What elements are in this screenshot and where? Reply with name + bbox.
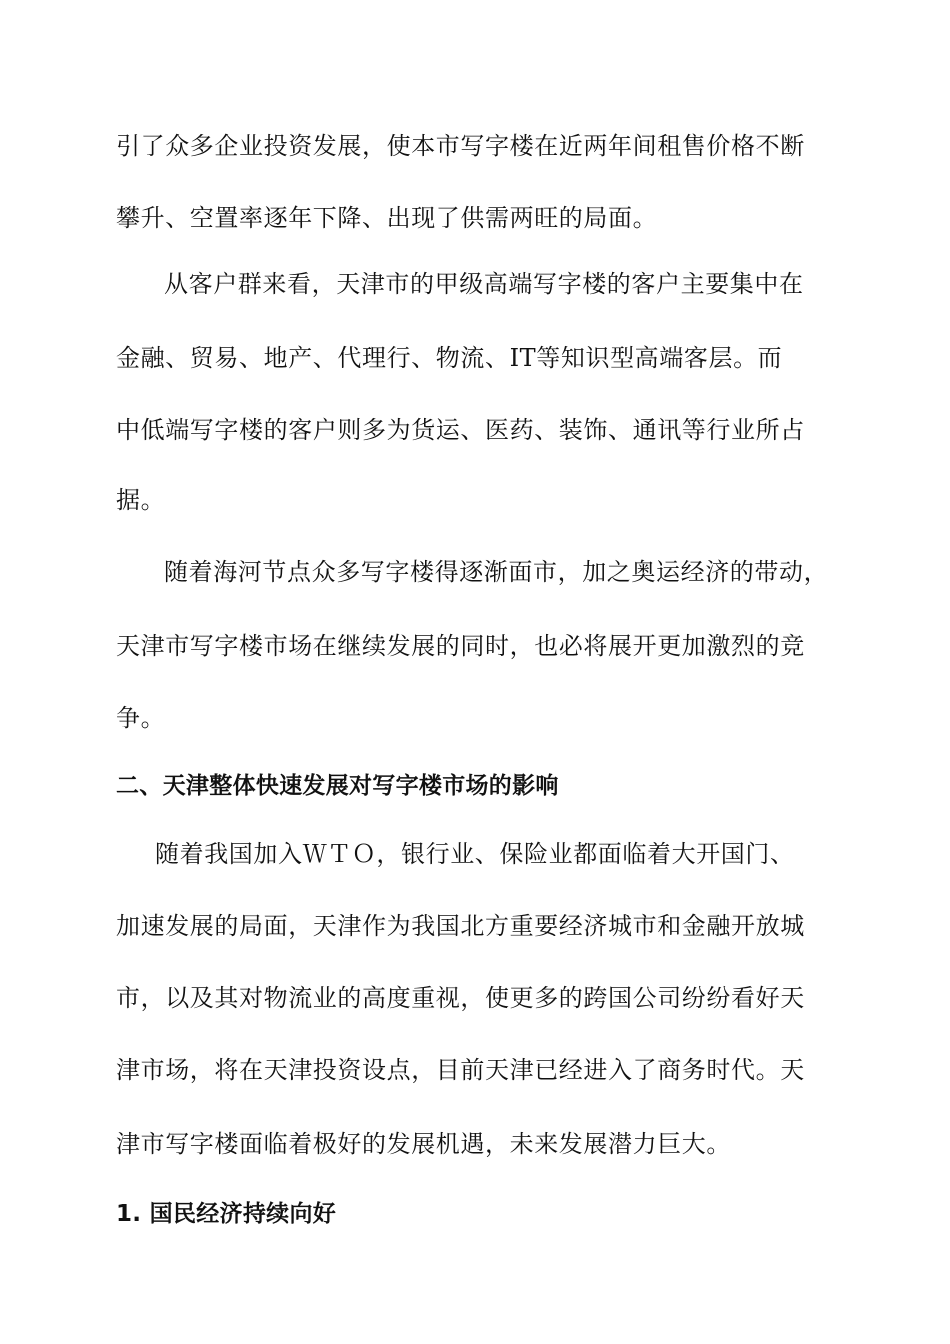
- paragraph-first-line: 随着海河节点众多写字楼得逐渐面市，加之奥运经济的带动，: [164, 558, 829, 586]
- paragraph-line: 中低端写字楼的客户则多为货运、医药、装饰、通讯等行业所占: [116, 416, 805, 444]
- section-heading: 二、天津整体快速发展对写字楼市场的影响: [116, 773, 559, 799]
- paragraph-line: 攀升、空置率逐年下降、出现了供需两旺的局面。: [116, 204, 658, 232]
- paragraph-first-line: 随着我国加入ＷＴＯ，银行业、保险业都面临着大开国门、: [155, 840, 795, 868]
- paragraph-line: 争。: [116, 704, 166, 732]
- paragraph-line: 金融、贸易、地产、代理行、物流、IT等知识型高端客层。而: [116, 344, 783, 372]
- subsection-heading: 1. 国民经济持续向好: [116, 1201, 337, 1227]
- paragraph-line: 津市写字楼面临着极好的发展机遇，未来发展潜力巨大。: [116, 1130, 731, 1158]
- paragraph-line: 引了众多企业投资发展，使本市写字楼在近两年间租售价格不断: [116, 132, 805, 160]
- paragraph-line: 加速发展的局面，天津作为我国北方重要经济城市和金融开放城: [116, 912, 805, 940]
- paragraph-line: 天津市写字楼市场在继续发展的同时，也必将展开更加激烈的竞: [116, 632, 805, 660]
- paragraph-line: 据。: [116, 486, 166, 514]
- paragraph-line: 市，以及其对物流业的高度重视，使更多的跨国公司纷纷看好天: [116, 984, 805, 1012]
- paragraph-line: 津市场，将在天津投资设点，目前天津已经进入了商务时代。天: [116, 1056, 805, 1084]
- paragraph-first-line: 从客户群来看，天津市的甲级高端写字楼的客户主要集中在: [164, 270, 804, 298]
